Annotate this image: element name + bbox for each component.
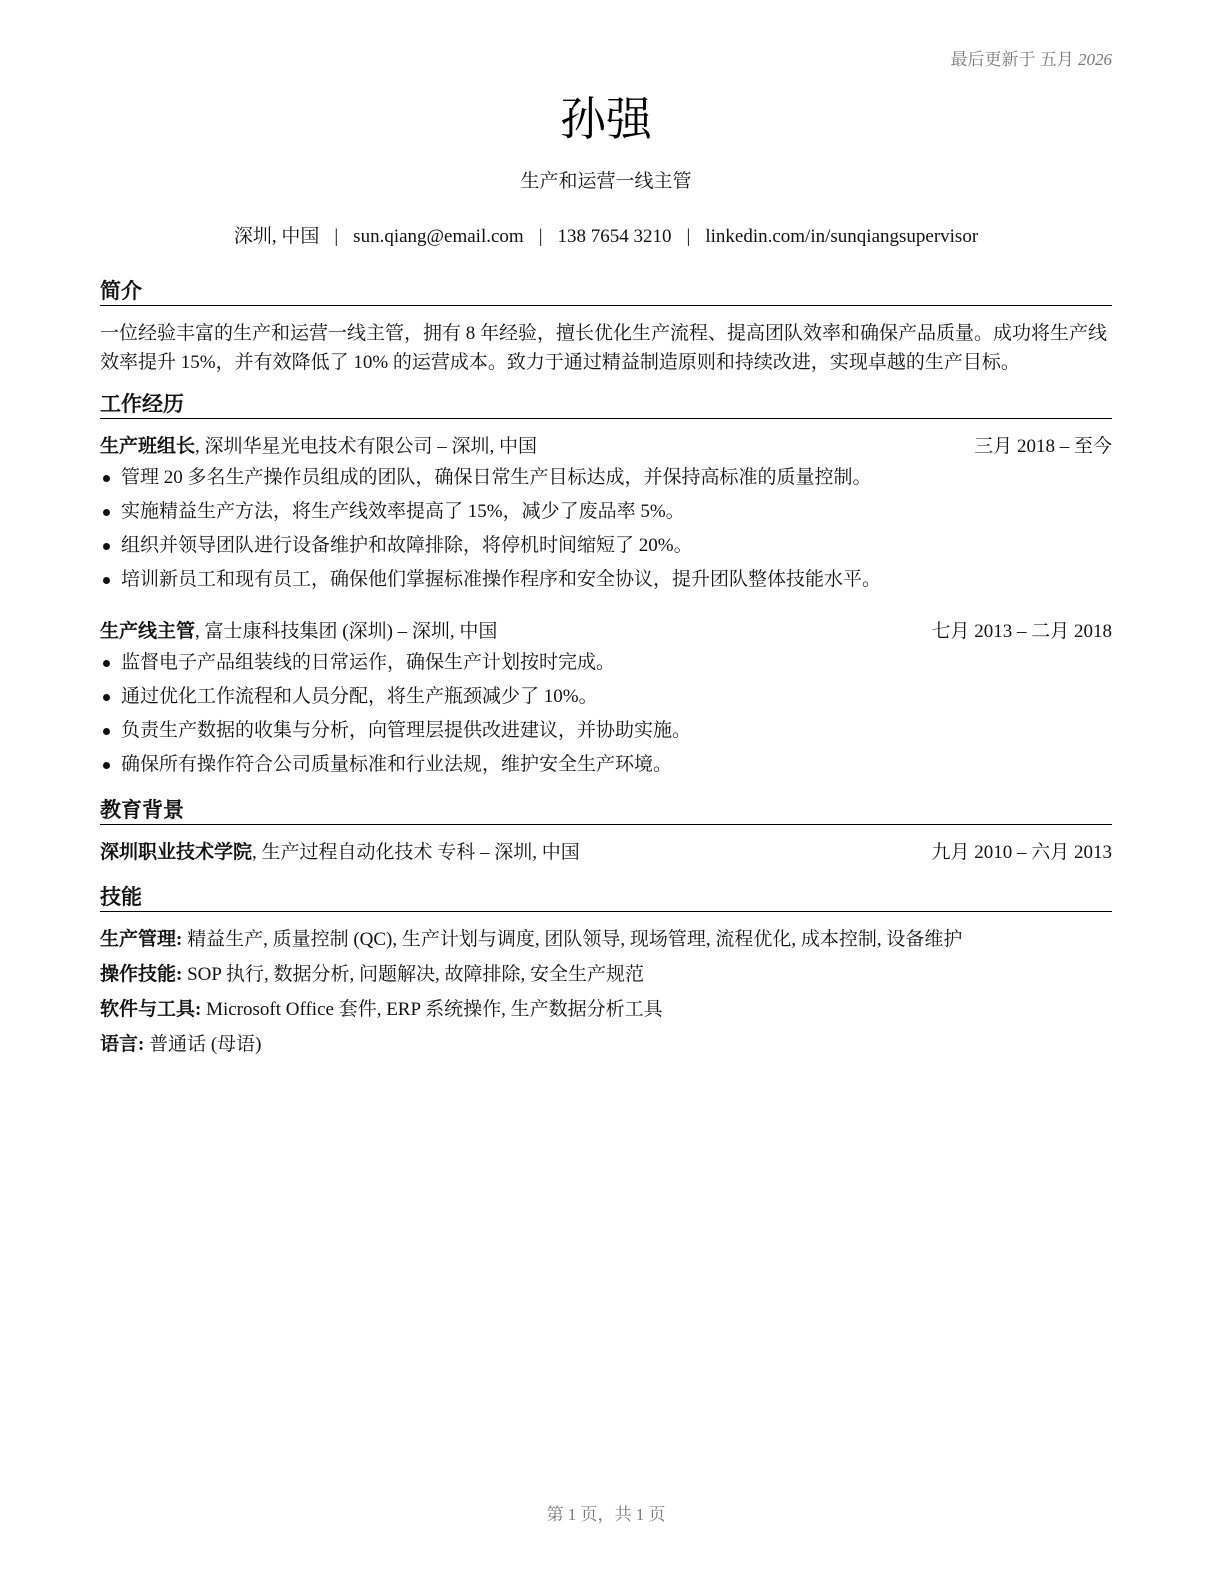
contact-separator: | — [686, 226, 691, 247]
candidate-name: 孙强 — [560, 92, 652, 146]
job-bullet: 培训新员工和现有员工，确保他们掌握标准操作程序和安全协议，提升团队整体技能水平。 — [100, 567, 1112, 601]
candidate-headline: 生产和运营一线主管 — [520, 171, 692, 192]
education-dates: 九月 2010 – 六月 2013 — [931, 842, 1112, 863]
education-school: 深圳职业技术学院 — [100, 842, 253, 863]
job-dates: 三月 2018 – 至今 — [974, 436, 1112, 457]
job-role: 生产线主管 — [100, 621, 196, 642]
summary-text: 一位经验丰富的生产和运营一线主管，拥有 8 年经验，擅长优化生产流程、提高团队效率和确保产品质量。成功将生产线效率提升 15%，并有效降低了 10% 的运营成本。致力于通过精益制造原则和持续改进，实现卓越的生产目标。 — [100, 323, 1108, 373]
skill-label: 软件与工具: — [100, 999, 202, 1020]
contact-linkedin[interactable]: linkedin.com/in/sunqiangsupervisor — [705, 226, 979, 247]
contact-location: 深圳, 中国 — [233, 226, 320, 247]
section-title-summary: 简介 — [100, 277, 1112, 306]
skill-value: 普通话 (母语) — [144, 1034, 262, 1055]
last-updated-year: 2026 — [1078, 50, 1112, 69]
skill-row — [100, 1032, 1112, 1058]
job-bullet: 管理 20 多名生产操作员组成的团队，确保日常生产目标达成，并保持高标准的质量控制。 — [100, 465, 1112, 499]
skill-label: 生产管理: — [100, 929, 183, 950]
education-detail: , 生产过程自动化技术 专科 – 深圳, 中国 — [252, 842, 580, 863]
job-organization: , 富士康科技集团 (深圳) – 深圳, 中国 — [195, 621, 498, 642]
skill-label: 语言: — [100, 1034, 145, 1055]
skill-label: 操作技能: — [100, 964, 183, 985]
skill-row — [100, 997, 1112, 1023]
contact-line — [100, 224, 1112, 250]
skill-value: 精益生产, 质量控制 (QC), 生产计划与调度, 团队领导, 现场管理, 流程优化, 成本控制, 设备维护 — [182, 929, 963, 950]
page-indicator: 第 1 页，共 1 页 — [546, 1505, 666, 1524]
contact-separator: | — [538, 226, 543, 247]
job-bullets — [100, 650, 1112, 786]
resume-page — [100, 0, 1112, 1584]
education-entry — [100, 840, 1112, 866]
skill-value: Microsoft Office 套件, ERP 系统操作, 生产数据分析工具 — [201, 999, 663, 1020]
job-organization: , 深圳华星光电技术有限公司 – 深圳, 中国 — [195, 436, 538, 457]
last-updated-label: 最后更新于 — [950, 50, 1036, 69]
job-bullet: 组织并领导团队进行设备维护和故障排除，将停机时间缩短了 20%。 — [100, 533, 1112, 567]
job-bullet: 实施精益生产方法，将生产线效率提高了 15%，减少了废品率 5%。 — [100, 499, 1112, 533]
last-updated-month: 五月 — [1039, 50, 1074, 69]
job-dates: 七月 2013 – 二月 2018 — [931, 621, 1112, 642]
job-header — [100, 619, 1112, 645]
contact-separator: | — [334, 226, 339, 247]
skill-row — [100, 962, 1112, 988]
job-bullet: 负责生产数据的收集与分析，向管理层提供改进建议，并协助实施。 — [100, 718, 1112, 752]
contact-email[interactable]: sun.qiang@email.com — [353, 226, 524, 247]
job-bullet: 通过优化工作流程和人员分配，将生产瓶颈减少了 10%。 — [100, 684, 1112, 718]
contact-phone: 138 7654 3210 — [557, 226, 672, 247]
job-bullet: 监督电子产品组装线的日常运作，确保生产计划按时完成。 — [100, 650, 1112, 684]
job-bullet: 确保所有操作符合公司质量标准和行业法规，维护安全生产环境。 — [100, 752, 1112, 786]
section-title-education: 教育背景 — [100, 796, 1112, 825]
skill-value: SOP 执行, 数据分析, 问题解决, 故障排除, 安全生产规范 — [182, 964, 644, 985]
skill-row — [100, 927, 1112, 953]
job-header — [100, 434, 1112, 460]
last-updated — [951, 45, 1113, 70]
section-title-skills: 技能 — [100, 883, 1112, 912]
job-role: 生产班组长 — [100, 436, 196, 457]
section-title-experience: 工作经历 — [100, 390, 1112, 419]
job-bullets — [100, 465, 1112, 601]
